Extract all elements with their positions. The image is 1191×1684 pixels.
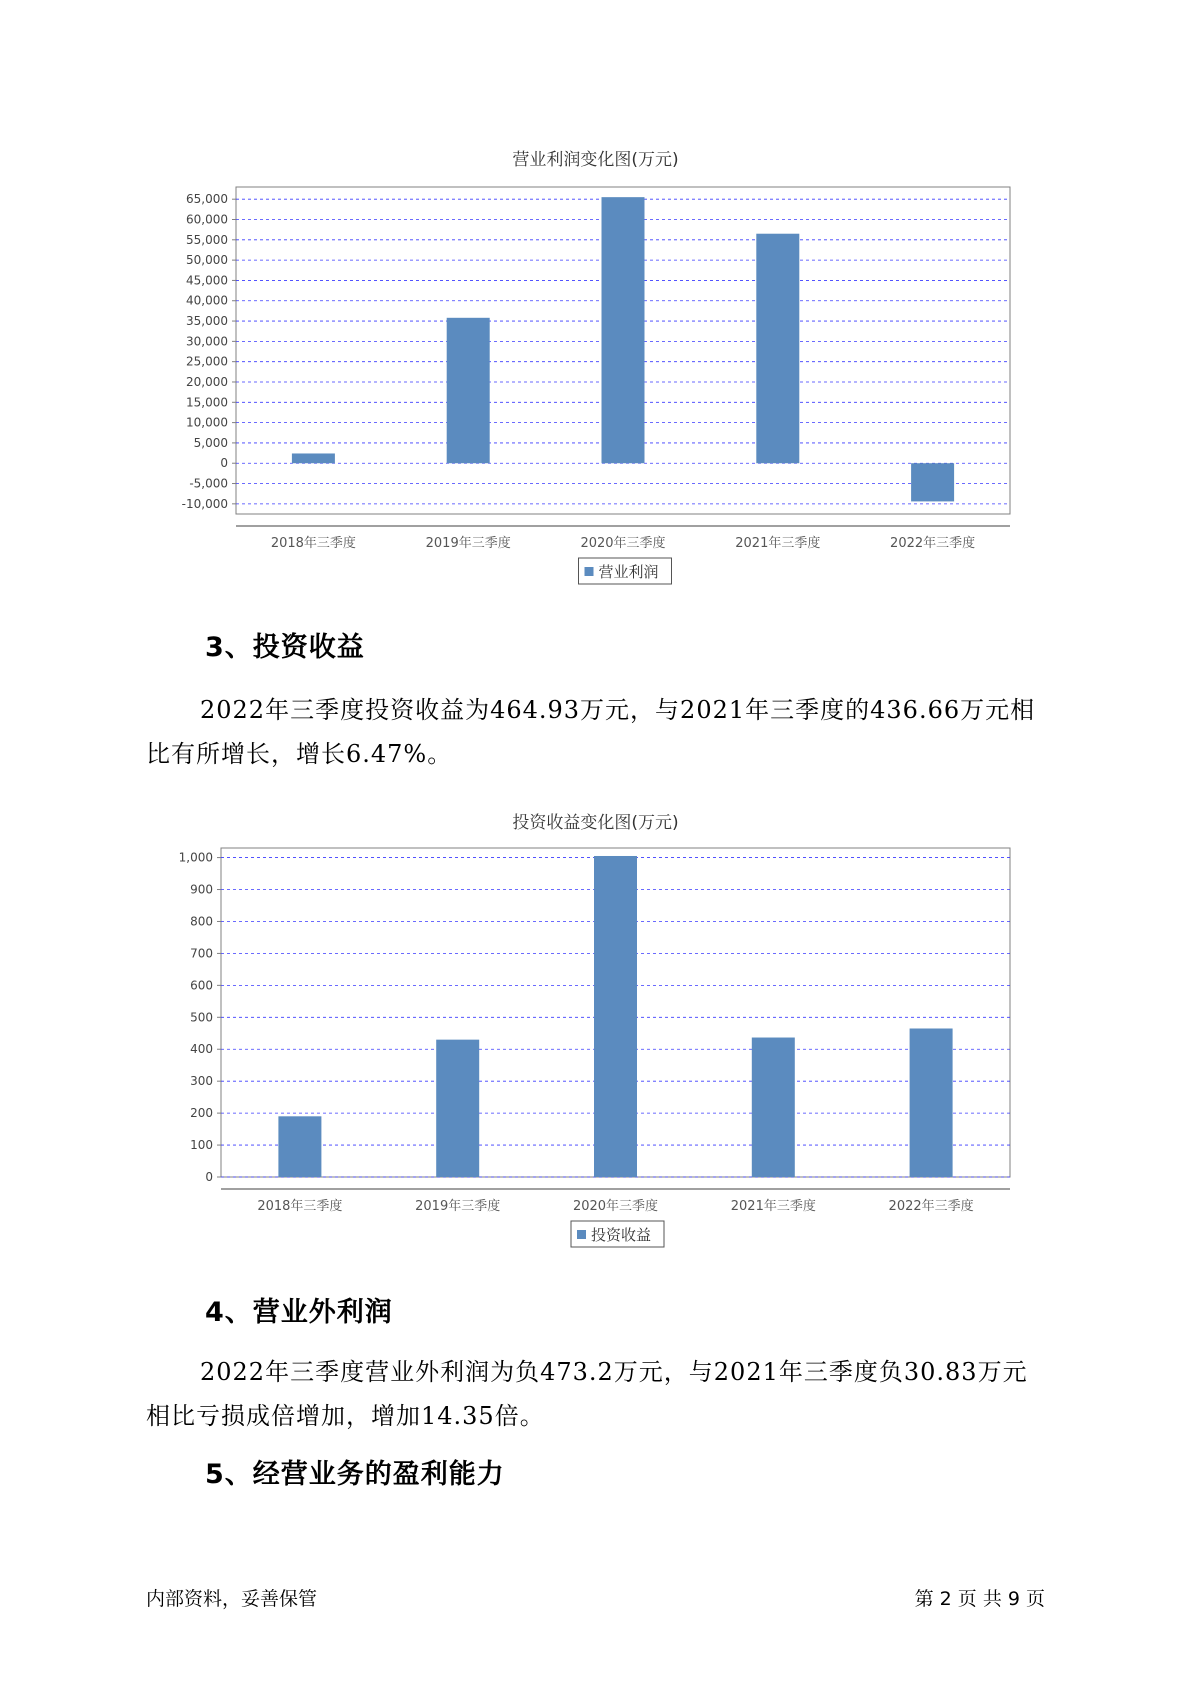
x-tick-label: 2021年三季度	[730, 1199, 816, 1214]
section-3-text: 2022年三季度投资收益为464.93万元，与2021年三季度的436.66万元相比有所增长，增长6.47%。	[146, 696, 1036, 768]
y-tick-label: 400	[190, 1042, 213, 1057]
y-tick-label: 800	[190, 914, 213, 929]
x-tick-label: 2022年三季度	[890, 536, 976, 551]
legend-label: 投资收益	[591, 1226, 652, 1244]
x-tick-label: 2022年三季度	[888, 1199, 974, 1214]
footer-confidential: 内部资料，妥善保管	[146, 1588, 318, 1610]
section-3-heading: 3、投资收益	[205, 632, 365, 663]
legend	[571, 1221, 664, 1247]
y-tick-label: -5,000	[189, 476, 228, 491]
bar	[278, 1116, 321, 1177]
x-tick-label: 2020年三季度	[580, 536, 666, 551]
investment-income-chart-title: 投资收益变化图(万元)	[512, 813, 679, 833]
y-tick-label: 35,000	[186, 314, 228, 329]
y-tick-label: 65,000	[186, 192, 228, 207]
bar	[752, 1038, 795, 1177]
y-tick-label: 25,000	[186, 354, 228, 369]
legend-label: 营业利润	[598, 563, 659, 581]
x-tick-label: 2019年三季度	[425, 536, 511, 551]
y-tick-label: 15,000	[186, 395, 228, 410]
x-tick-label: 2021年三季度	[735, 536, 821, 551]
x-tick-label: 2020年三季度	[572, 1199, 659, 1214]
y-tick-label: 55,000	[186, 232, 228, 247]
x-tick-label: 2018年三季度	[270, 536, 356, 551]
section-4-text: 2022年三季度营业外利润为负473.2万元，与2021年三季度负30.83万元相比亏损成倍增加，增加14.35倍。	[146, 1358, 1028, 1430]
section-4-paragraph	[146, 1350, 1046, 1438]
footer-page-number: 第 2 页 共 9 页	[914, 1588, 1045, 1610]
y-tick-label: 200	[190, 1106, 213, 1121]
bar	[436, 1040, 479, 1177]
y-tick-label: 100	[190, 1138, 213, 1153]
y-tick-label: 0	[220, 456, 228, 471]
y-tick-label: 10,000	[186, 415, 228, 430]
y-tick-label: 5,000	[193, 435, 228, 450]
y-tick-label: 600	[190, 978, 213, 993]
y-tick-label: 300	[190, 1074, 213, 1089]
y-tick-label: 0	[205, 1170, 213, 1184]
x-tick-label: 2018年三季度	[257, 1199, 343, 1214]
x-tick-label: 2019年三季度	[415, 1199, 501, 1214]
y-tick-label: 20,000	[186, 374, 228, 389]
operating-profit-chart-title: 营业利润变化图(万元)	[512, 150, 679, 170]
y-tick-label: 50,000	[186, 253, 228, 268]
y-tick-label: 40,000	[186, 293, 228, 308]
legend-swatch	[577, 1230, 586, 1239]
y-tick-label: 45,000	[186, 273, 228, 288]
section-5-heading: 5、经营业务的盈利能力	[205, 1459, 505, 1490]
y-tick-label: 60,000	[186, 212, 228, 227]
y-tick-label: 500	[190, 1010, 213, 1025]
y-tick-label: 1,000	[178, 850, 213, 865]
bar	[910, 1028, 953, 1177]
y-tick-label: 900	[190, 882, 213, 897]
y-tick-label: 30,000	[186, 334, 228, 349]
section-4-heading: 4、营业外利润	[205, 1297, 393, 1328]
y-tick-label: 700	[190, 946, 213, 961]
bar	[594, 856, 637, 1177]
y-tick-label: -10,000	[181, 496, 228, 511]
